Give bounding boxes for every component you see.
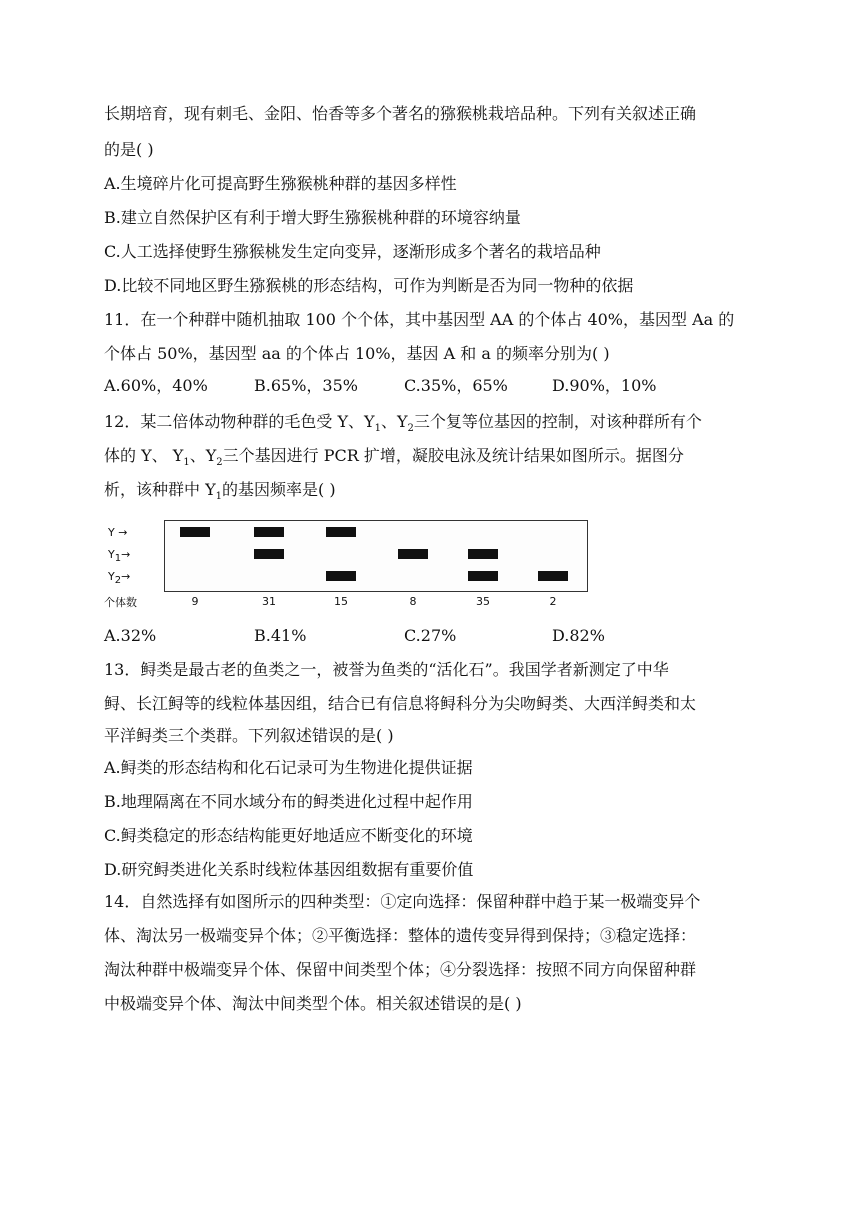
gel-row-label-y: Y → <box>108 526 128 539</box>
q13-option-b: B.地理隔离在不同水域分布的鲟类进化过程中起作用 <box>104 792 473 811</box>
gel-lane-count: 35 <box>476 595 490 608</box>
gel-frame <box>164 520 588 592</box>
q11-option-a: A.60%，40% <box>104 376 208 395</box>
q14-line-3: 淘汰种群中极端变异个体、保留中间类型个体；④分裂选择：按照不同方向保留种群 <box>104 960 697 979</box>
gel-lane-count: 15 <box>334 595 348 608</box>
gel-band <box>398 549 428 559</box>
gel-band <box>468 549 498 559</box>
q10-option-d: D.比较不同地区野生猕猴桃的形态结构，可作为判断是否为同一物种的依据 <box>104 276 634 295</box>
q12-line-1: 12．某二倍体动物种群的毛色受 Y、$Y_1$、$Y_2$三个复等位基因的控制，对该种群所有个 <box>104 412 702 435</box>
q12-option-d: D.82% <box>552 626 605 645</box>
q12-line-2: 体的 Y、 $Y_1$、$Y_2$三个基因进行 PCR 扩增，凝胶电泳及统计结果如图所示。据图分 <box>104 446 684 469</box>
gel-band <box>468 571 498 581</box>
q13-line-2: 鲟、长江鲟等的线粒体基因组，结合已有信息将鲟科分为尖吻鲟类、大西洋鲟类和太 <box>104 694 697 713</box>
gel-count-label: 个体数 <box>104 596 137 609</box>
q12-option-c: C.27% <box>404 626 457 645</box>
gel-band <box>254 527 284 537</box>
q10-option-c: C.人工选择使野生猕猴桃发生定向变异，逐渐形成多个著名的栽培品种 <box>104 242 601 261</box>
gel-electrophoresis-figure <box>104 516 594 612</box>
gel-lane-count: 2 <box>549 595 557 608</box>
gel-lane-count: 31 <box>262 595 276 608</box>
q13-option-d: D.研究鲟类进化关系时线粒体基因组数据有重要价值 <box>104 860 474 879</box>
gel-lane-count: 8 <box>409 595 417 608</box>
intro-line-2: 的是( ) <box>104 140 154 159</box>
gel-row-label-y2: $Y_2\to$ <box>108 570 131 587</box>
gel-lane-count: 9 <box>191 595 199 608</box>
q14-line-2: 体、淘汰另一极端变异个体；②平衡选择：整体的遗传变异得到保持；③稳定选择： <box>104 926 697 945</box>
gel-band <box>538 571 568 581</box>
q12-option-b: B.41% <box>254 626 307 645</box>
gel-row-label-y1: $Y_1\to$ <box>108 548 131 565</box>
gel-band <box>326 527 356 537</box>
q10-option-a: A.生境碎片化可提高野生猕猴桃种群的基因多样性 <box>104 174 457 193</box>
q13-line-3: 平洋鲟类三个类群。下列叙述错误的是( ) <box>104 726 394 745</box>
gel-band <box>254 549 284 559</box>
gel-band <box>326 571 356 581</box>
q13-option-a: A.鲟类的形态结构和化石记录可为生物进化提供证据 <box>104 758 473 777</box>
q12-line-3: 析，该种群中 $Y_1$的基因频率是( ) <box>104 480 336 503</box>
q14-line-1: 14．自然选择有如图所示的四种类型：①定向选择：保留种群中趋于某一极端变异个 <box>104 892 701 911</box>
q11-option-d: D.90%，10% <box>552 376 657 395</box>
q13-line-1: 13．鲟类是最古老的鱼类之一，被誉为鱼类的“活化石”。我国学者新测定了中华 <box>104 660 669 679</box>
q14-line-4: 中极端变异个体、淘汰中间类型个体。相关叙述错误的是( ) <box>104 994 522 1013</box>
q13-option-c: C.鲟类稳定的形态结构能更好地适应不断变化的环境 <box>104 826 473 845</box>
gel-band <box>180 527 210 537</box>
intro-line-1: 长期培育，现有刺毛、金阳、怡香等多个著名的猕猴桃栽培品种。下列有关叙述正确 <box>104 104 697 123</box>
q11-option-c: C.35%，65% <box>404 376 508 395</box>
q12-option-a: A.32% <box>104 626 157 645</box>
q11-line-2: 个体占 50%，基因型 aa 的个体占 10%，基因 A 和 a 的频率分别为( ) <box>104 344 610 363</box>
q10-option-b: B.建立自然保护区有利于增大野生猕猴桃种群的环境容纳量 <box>104 208 521 227</box>
q11-line-1: 11．在一个种群中随机抽取 100 个个体，其中基因型 AA 的个体占 40%，基因型 Aa 的 <box>104 310 735 329</box>
q11-option-b: B.65%，35% <box>254 376 358 395</box>
